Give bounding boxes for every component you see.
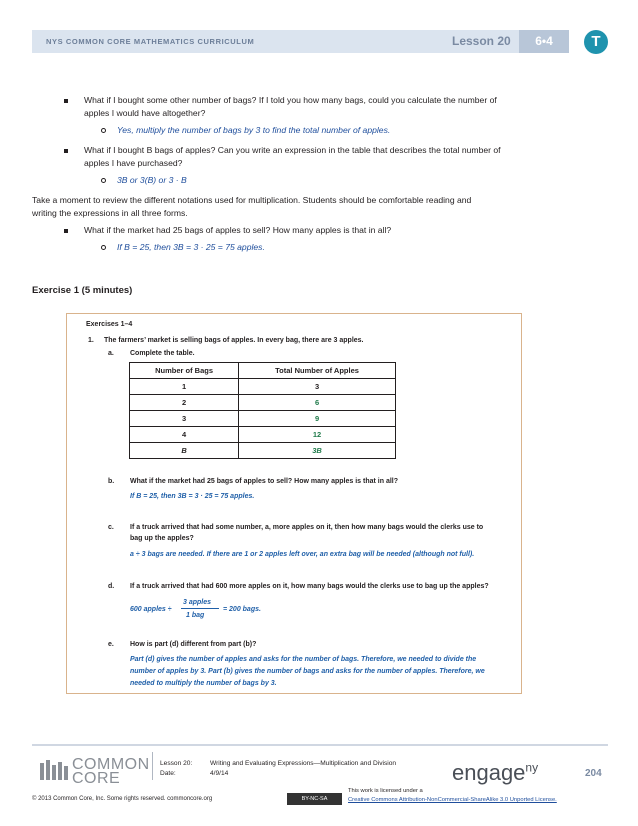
table-header: Number of Bags <box>130 363 239 379</box>
footer-lesson-title: Writing and Evaluating Expressions—Multiplication and Division <box>210 760 397 767</box>
table-cell-answer: 12 <box>239 427 396 443</box>
table-cell: 1 <box>130 379 239 395</box>
bullet-1-line2: apples I would have altogether? <box>84 108 206 118</box>
bullet-1-line1: What if I bought some other number of bags? If I told you how many bags, could you calculate the number of <box>84 95 497 105</box>
exercises-title: Exercises 1–4 <box>86 321 133 328</box>
sub-bullet-icon <box>101 245 106 250</box>
table-row <box>130 411 396 427</box>
table-cell: 4 <box>130 427 239 443</box>
bullet-3-text: What if the market had 25 bags of apples to sell? How many apples is that in all? <box>84 225 392 235</box>
part-b-text: What if the market had 25 bags of apples to sell? How many apples is that in all? <box>130 478 398 485</box>
footer-separator <box>152 752 153 780</box>
bags-apples-table <box>129 362 396 459</box>
part-e-answer-line2: number of apples by 3. Part (b) gives the number of bags and asks for the number of apples. Therefore, we <box>130 668 485 675</box>
table-cell: 2 <box>130 395 239 411</box>
footer-date: 4/9/14 <box>210 770 229 777</box>
ny-text: ny <box>525 760 539 775</box>
part-d-text: If a truck arrived that had 600 more apples on it, how many bags would the clerks use to bag up the apples? <box>130 583 489 590</box>
grade-module: 6•4 <box>519 30 569 53</box>
part-b-answer: If B = 25, then 3B = 3 · 25 = 75 apples. <box>130 493 255 500</box>
table-cell: 3 <box>130 411 239 427</box>
part-d-fraction-numerator: 3 apples <box>183 599 212 606</box>
table-cell: B <box>130 443 239 459</box>
part-d-answer-right: = 200 bags. <box>223 606 261 613</box>
question-1-text: The farmers’ market is selling bags of apples. In every bag, there are 3 apples. <box>104 337 364 344</box>
common-core-logo-icon <box>40 760 68 780</box>
part-a-text: Complete the table. <box>130 350 195 357</box>
table-row <box>130 427 396 443</box>
engageny-logo <box>452 760 538 786</box>
bullet-3-answer: If B = 25, then 3B = 3 · 25 = 75 apples. <box>117 242 265 252</box>
teacher-badge: T <box>584 30 608 54</box>
copyright: © 2013 Common Core, Inc. Some rights reserved. commoncore.org <box>32 796 213 802</box>
part-e-text: How is part (d) different from part (b)? <box>130 641 257 648</box>
footer-divider <box>32 744 608 746</box>
bullet-2-answer: 3B or 3(B) or 3 · B <box>117 175 187 185</box>
table-row <box>130 395 396 411</box>
page-header <box>32 30 569 53</box>
part-c-text-line2: bag up the apples? <box>130 535 194 542</box>
bullet-icon <box>64 229 68 233</box>
part-e-answer-line1: Part (d) gives the number of apples and asks for the number of bags. Therefore, we needed to divide the <box>130 656 477 663</box>
logo-line2: CORE <box>72 770 121 787</box>
bullet-icon <box>64 149 68 153</box>
exercise-heading: Exercise 1 (5 minutes) <box>32 285 133 296</box>
bullet-icon <box>64 99 68 103</box>
curriculum-title: NYS COMMON CORE MATHEMATICS CURRICULUM <box>46 37 255 46</box>
footer-lesson-label: Lesson 20: <box>160 760 193 767</box>
sub-bullet-icon <box>101 128 106 133</box>
table-row <box>130 443 396 459</box>
part-c-label: c. <box>108 524 114 531</box>
license-badge: BY-NC-SA <box>287 793 342 805</box>
bullet-2-line2: apples I have purchased? <box>84 158 183 168</box>
license-text: This work is licensed under a <box>348 788 423 794</box>
table-cell-answer: 9 <box>239 411 396 427</box>
lesson-number: Lesson 20 <box>452 34 511 48</box>
bullet-2-line1: What if I bought B bags of apples? Can you write an expression in the table that describes the total number of <box>84 145 501 155</box>
part-d-answer-left: 600 apples ÷ <box>130 606 172 613</box>
bullet-1-answer: Yes, multiply the number of bags by 3 to find the total number of apples. <box>117 125 391 135</box>
table-cell-answer: 6 <box>239 395 396 411</box>
part-e-label: e. <box>108 641 114 648</box>
paragraph-line1: Take a moment to review the different notations used for multiplication. Students should be comfortable reading and <box>32 195 472 205</box>
table-header: Total Number of Apples <box>239 363 396 379</box>
question-1-number: 1. <box>88 337 94 344</box>
part-c-answer: a ÷ 3 bags are needed. If there are 1 or 2 apples left over, an extra bag will be needed (although not full). <box>130 551 475 558</box>
part-c-text-line1: If a truck arrived that had some number, a, more apples on it, then how many bags would the clerks use to <box>130 524 484 531</box>
part-e-answer-line3: needed to multiply the number of bags by 3. <box>130 680 277 687</box>
table-cell: 3 <box>239 379 396 395</box>
page-number: 204 <box>585 768 602 779</box>
footer-date-label: Date: <box>160 770 176 777</box>
license-link[interactable]: Creative Commons Attribution-NonCommercial-ShareAlike 3.0 Unported License. <box>348 797 557 803</box>
table-header-row <box>130 363 396 379</box>
part-b-label: b. <box>108 478 115 485</box>
part-a-label: a. <box>108 350 114 357</box>
table-cell-answer: 3B <box>239 443 396 459</box>
common-core-logo <box>72 758 150 786</box>
sub-bullet-icon <box>101 178 106 183</box>
table-row <box>130 379 396 395</box>
engage-text: engage <box>452 760 526 785</box>
part-d-label: d. <box>108 583 115 590</box>
part-d-fraction-denominator: 1 bag <box>186 612 205 619</box>
paragraph-line2: writing the expressions in all three forms. <box>32 208 188 218</box>
logo-line1: COMMON <box>72 756 150 773</box>
